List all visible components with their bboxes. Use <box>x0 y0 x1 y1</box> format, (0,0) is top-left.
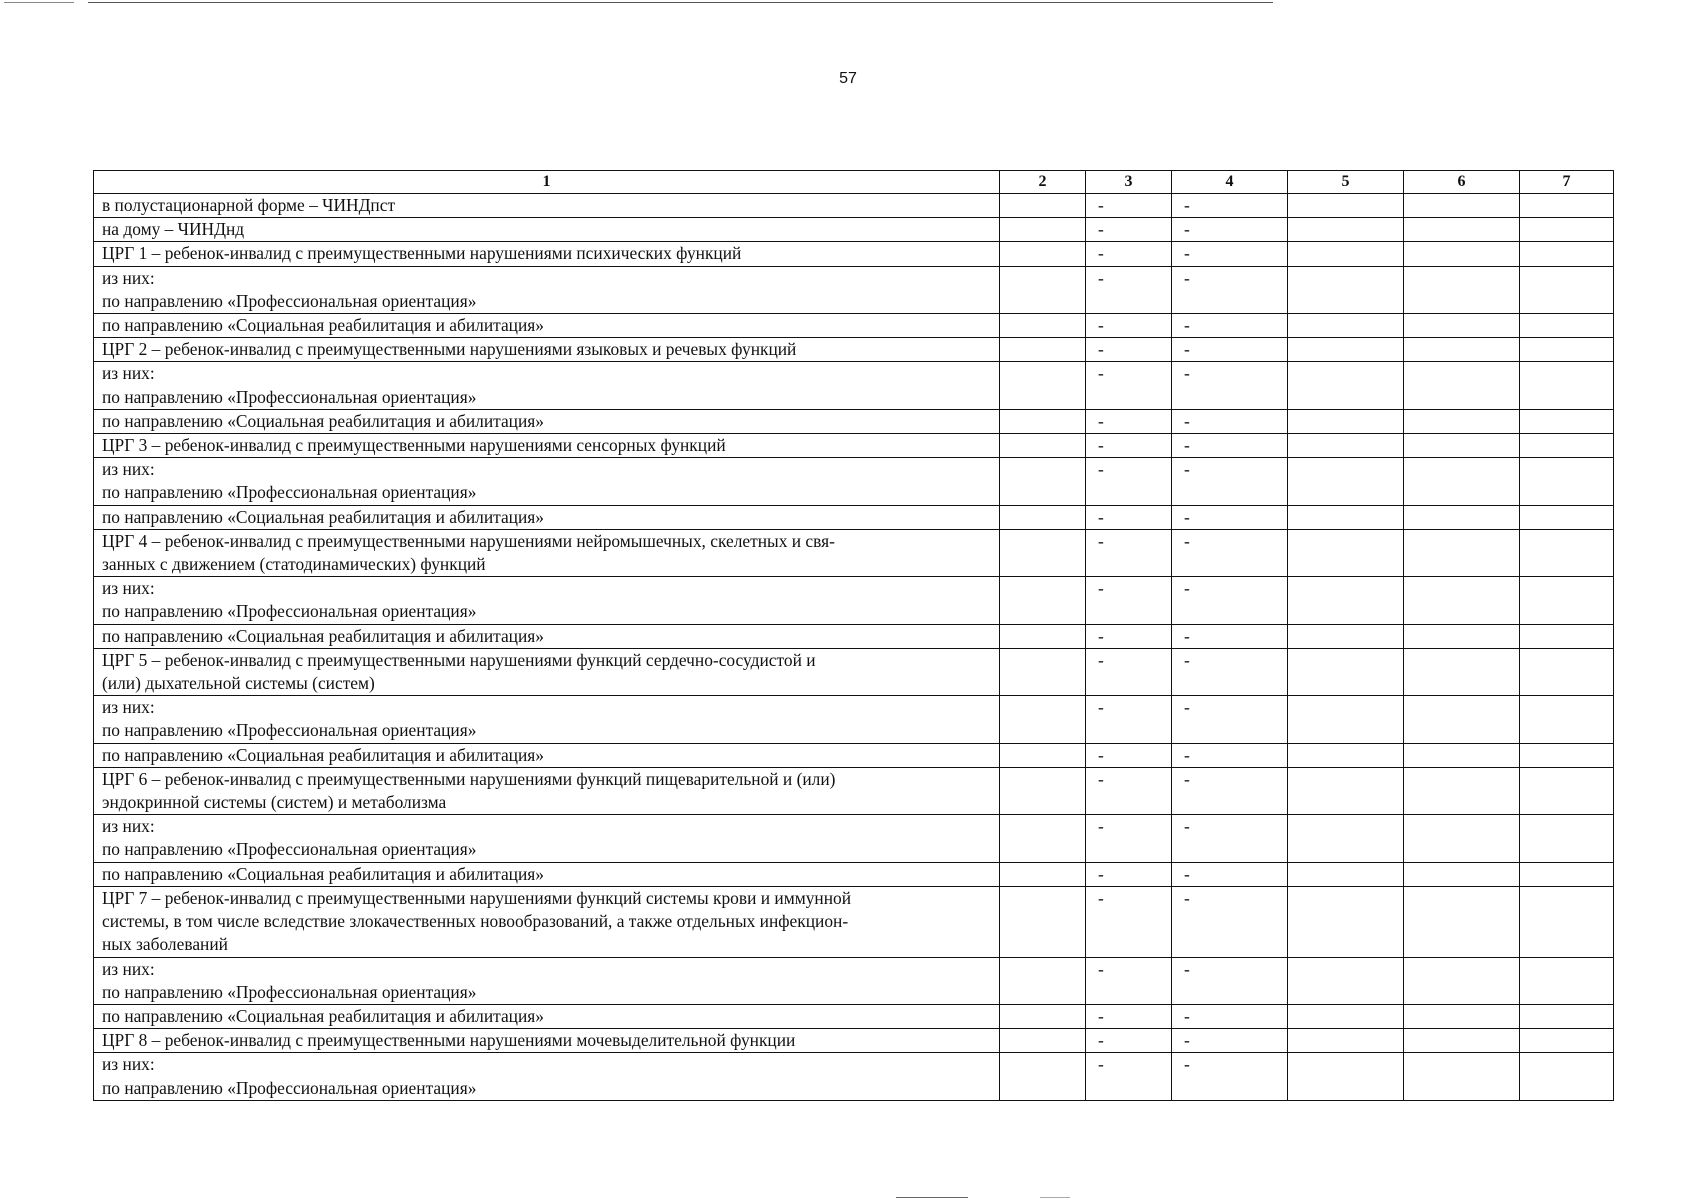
cell-col-5 <box>1288 266 1404 313</box>
cell-col-3: - <box>1086 624 1172 648</box>
row-description-line: по направлению «Социальная реабилитация и абилитация» <box>102 625 544 646</box>
cell-col-7 <box>1520 194 1614 218</box>
column-header-5: 5 <box>1288 171 1404 194</box>
cell-col-3: - <box>1086 886 1172 957</box>
cell-col-3: - <box>1086 815 1172 862</box>
cell-col-5 <box>1288 1004 1404 1028</box>
row-description-line: ЦРГ 7 – ребенок-инвалид с преимущественными нарушениями функций системы крови и иммунной <box>102 887 852 908</box>
cell-col-6 <box>1404 957 1520 1004</box>
cell-col-6 <box>1404 577 1520 624</box>
cell-col-3: - <box>1086 338 1172 362</box>
cell-col-4: - <box>1172 696 1288 743</box>
row-description-line: на дому – ЧИНДнд <box>102 219 245 240</box>
row-description-line: по направлению «Социальная реабилитация и абилитация» <box>102 863 544 884</box>
cell-col-6 <box>1404 648 1520 695</box>
table-row <box>94 434 1614 458</box>
cell-col-2 <box>1000 218 1086 242</box>
cell-col-2 <box>1000 242 1086 266</box>
cell-col-6 <box>1404 458 1520 505</box>
column-number-row <box>94 171 1614 194</box>
column-header-4: 4 <box>1172 171 1288 194</box>
cell-col-2 <box>1000 624 1086 648</box>
table-row <box>94 266 1614 313</box>
row-description <box>94 218 1000 242</box>
column-header-6: 6 <box>1404 171 1520 194</box>
cell-col-2 <box>1000 696 1086 743</box>
row-description-line: ЦРГ 4 – ребенок-инвалид с преимущественными нарушениями нейромышечных, скелетных и свя- <box>102 530 835 551</box>
cell-col-4: - <box>1172 624 1288 648</box>
cell-col-4: - <box>1172 886 1288 957</box>
cell-col-7 <box>1520 314 1614 338</box>
cell-col-5 <box>1288 458 1404 505</box>
row-description <box>94 266 1000 313</box>
table-body <box>94 194 1614 1101</box>
cell-col-3: - <box>1086 218 1172 242</box>
cell-col-6 <box>1404 218 1520 242</box>
row-description <box>94 314 1000 338</box>
cell-col-7 <box>1520 767 1614 814</box>
cell-col-7 <box>1520 577 1614 624</box>
cell-col-4: - <box>1172 743 1288 767</box>
table-row <box>94 886 1614 957</box>
cell-col-4: - <box>1172 1029 1288 1053</box>
cell-col-6 <box>1404 242 1520 266</box>
cell-col-3: - <box>1086 409 1172 433</box>
cell-col-6 <box>1404 529 1520 576</box>
cell-col-5 <box>1288 624 1404 648</box>
row-description <box>94 338 1000 362</box>
table-row <box>94 338 1614 362</box>
table-row <box>94 218 1614 242</box>
cell-col-4: - <box>1172 266 1288 313</box>
cell-col-7 <box>1520 696 1614 743</box>
row-description <box>94 194 1000 218</box>
table-row <box>94 458 1614 505</box>
cell-col-5 <box>1288 529 1404 576</box>
table-row <box>94 767 1614 814</box>
cell-col-2 <box>1000 1004 1086 1028</box>
cell-col-5 <box>1288 409 1404 433</box>
cell-col-7 <box>1520 1029 1614 1053</box>
cell-col-5 <box>1288 505 1404 529</box>
cell-col-5 <box>1288 362 1404 409</box>
row-description-line: по направлению «Социальная реабилитация и абилитация» <box>102 506 544 527</box>
row-description <box>94 362 1000 409</box>
row-description <box>94 577 1000 624</box>
data-table <box>93 170 1614 1101</box>
row-description-line: ЦРГ 5 – ребенок-инвалид с преимущественными нарушениями функций сердечно-сосудистой и <box>102 649 816 670</box>
cell-col-6 <box>1404 1004 1520 1028</box>
row-description <box>94 767 1000 814</box>
cell-col-3: - <box>1086 577 1172 624</box>
cell-col-7 <box>1520 1053 1614 1100</box>
cell-col-4: - <box>1172 1004 1288 1028</box>
row-description-line: из них: <box>102 459 155 480</box>
cell-col-7 <box>1520 529 1614 576</box>
cell-col-7 <box>1520 743 1614 767</box>
cell-col-4: - <box>1172 648 1288 695</box>
row-description-line: из них: <box>102 1054 155 1075</box>
row-description-line: из них: <box>102 267 155 288</box>
page-number: 57 <box>839 70 857 87</box>
cell-col-5 <box>1288 577 1404 624</box>
cell-col-6 <box>1404 696 1520 743</box>
cell-col-3: - <box>1086 266 1172 313</box>
row-description-line: ЦРГ 3 – ребенок-инвалид с преимущественными нарушениями сенсорных функций <box>102 435 726 456</box>
cell-col-6 <box>1404 743 1520 767</box>
cell-col-3: - <box>1086 862 1172 886</box>
table-row <box>94 505 1614 529</box>
row-description-line: по направлению «Профессиональная ориентация» <box>102 720 477 741</box>
cell-col-2 <box>1000 743 1086 767</box>
cell-col-3: - <box>1086 505 1172 529</box>
row-description <box>94 434 1000 458</box>
cell-col-2 <box>1000 529 1086 576</box>
cell-col-2 <box>1000 458 1086 505</box>
cell-col-5 <box>1288 743 1404 767</box>
cell-col-7 <box>1520 409 1614 433</box>
cell-col-3: - <box>1086 362 1172 409</box>
scan-edge-mark <box>4 2 74 3</box>
row-description <box>94 458 1000 505</box>
cell-col-2 <box>1000 409 1086 433</box>
cell-col-7 <box>1520 815 1614 862</box>
cell-col-7 <box>1520 957 1614 1004</box>
cell-col-2 <box>1000 957 1086 1004</box>
cell-col-4: - <box>1172 529 1288 576</box>
cell-col-3: - <box>1086 458 1172 505</box>
cell-col-4: - <box>1172 505 1288 529</box>
cell-col-6 <box>1404 815 1520 862</box>
row-description <box>94 529 1000 576</box>
column-header-1: 1 <box>94 171 1000 194</box>
row-description <box>94 1029 1000 1053</box>
cell-col-3: - <box>1086 529 1172 576</box>
cell-col-6 <box>1404 434 1520 458</box>
cell-col-4: - <box>1172 314 1288 338</box>
row-description-line: по направлению «Профессиональная ориентация» <box>102 1077 477 1098</box>
cell-col-5 <box>1288 648 1404 695</box>
row-description <box>94 862 1000 886</box>
row-description <box>94 242 1000 266</box>
cell-col-7 <box>1520 458 1614 505</box>
row-description <box>94 624 1000 648</box>
cell-col-4: - <box>1172 1053 1288 1100</box>
table-row <box>94 577 1614 624</box>
cell-col-6 <box>1404 362 1520 409</box>
row-description-line: из них: <box>102 697 155 718</box>
row-description <box>94 886 1000 957</box>
cell-col-7 <box>1520 624 1614 648</box>
row-description <box>94 957 1000 1004</box>
row-description <box>94 815 1000 862</box>
row-description-line: из них: <box>102 363 155 384</box>
cell-col-2 <box>1000 886 1086 957</box>
cell-col-2 <box>1000 314 1086 338</box>
cell-col-6 <box>1404 624 1520 648</box>
cell-col-6 <box>1404 505 1520 529</box>
cell-col-4: - <box>1172 218 1288 242</box>
cell-col-7 <box>1520 218 1614 242</box>
row-description-line: по направлению «Социальная реабилитация и абилитация» <box>102 744 544 765</box>
cell-col-3: - <box>1086 648 1172 695</box>
cell-col-4: - <box>1172 409 1288 433</box>
cell-col-7 <box>1520 362 1614 409</box>
row-description-line: эндокринной системы (систем) и метаболизма <box>102 792 447 813</box>
cell-col-5 <box>1288 218 1404 242</box>
cell-col-2 <box>1000 362 1086 409</box>
cell-col-6 <box>1404 1029 1520 1053</box>
table-row <box>94 1004 1614 1028</box>
cell-col-2 <box>1000 815 1086 862</box>
cell-col-3: - <box>1086 194 1172 218</box>
cell-col-2 <box>1000 767 1086 814</box>
column-header-7: 7 <box>1520 171 1614 194</box>
cell-col-4: - <box>1172 194 1288 218</box>
cell-col-7 <box>1520 434 1614 458</box>
table-row <box>94 1053 1614 1100</box>
table-row <box>94 529 1614 576</box>
cell-col-4: - <box>1172 862 1288 886</box>
table-row <box>94 743 1614 767</box>
column-header-2: 2 <box>1000 171 1086 194</box>
row-description <box>94 409 1000 433</box>
cell-col-5 <box>1288 957 1404 1004</box>
cell-col-6 <box>1404 886 1520 957</box>
row-description-line: ЦРГ 6 – ребенок-инвалид с преимущественными нарушениями функций пищеварительной и (или) <box>102 768 836 789</box>
cell-col-5 <box>1288 862 1404 886</box>
cell-col-5 <box>1288 815 1404 862</box>
cell-col-6 <box>1404 1053 1520 1100</box>
table-row <box>94 314 1614 338</box>
row-description-line: ЦРГ 2 – ребенок-инвалид с преимущественными нарушениями языковых и речевых функций <box>102 339 797 360</box>
row-description-line: по направлению «Социальная реабилитация и абилитация» <box>102 315 544 336</box>
cell-col-3: - <box>1086 696 1172 743</box>
cell-col-4: - <box>1172 434 1288 458</box>
row-description <box>94 505 1000 529</box>
scan-edge-line-bottom <box>896 1197 968 1198</box>
cell-col-4: - <box>1172 242 1288 266</box>
row-description-line: по направлению «Профессиональная ориентация» <box>102 482 477 503</box>
table-row <box>94 624 1614 648</box>
row-description <box>94 1004 1000 1028</box>
cell-col-5 <box>1288 886 1404 957</box>
cell-col-3: - <box>1086 957 1172 1004</box>
cell-col-5 <box>1288 242 1404 266</box>
cell-col-2 <box>1000 577 1086 624</box>
row-description-line: по направлению «Профессиональная ориентация» <box>102 981 477 1002</box>
cell-col-5 <box>1288 338 1404 362</box>
cell-col-2 <box>1000 194 1086 218</box>
cell-col-3: - <box>1086 1053 1172 1100</box>
table-row <box>94 696 1614 743</box>
cell-col-3: - <box>1086 314 1172 338</box>
cell-col-5 <box>1288 1029 1404 1053</box>
cell-col-3: - <box>1086 743 1172 767</box>
cell-col-7 <box>1520 242 1614 266</box>
cell-col-7 <box>1520 505 1614 529</box>
row-description-line: по направлению «Профессиональная ориентация» <box>102 386 477 407</box>
cell-col-6 <box>1404 266 1520 313</box>
row-description <box>94 1053 1000 1100</box>
cell-col-2 <box>1000 505 1086 529</box>
row-description-line: ЦРГ 8 – ребенок-инвалид с преимущественными нарушениями мочевыделительной функции <box>102 1030 796 1051</box>
row-description-line: ных заболеваний <box>102 934 228 955</box>
cell-col-7 <box>1520 338 1614 362</box>
scan-edge-line <box>88 2 1273 3</box>
cell-col-4: - <box>1172 815 1288 862</box>
cell-col-2 <box>1000 266 1086 313</box>
cell-col-4: - <box>1172 957 1288 1004</box>
row-description-line: по направлению «Профессиональная ориентация» <box>102 601 477 622</box>
row-description-line: системы, в том числе вследствие злокачественных новообразований, а также отдельных инфекцион- <box>102 911 849 932</box>
cell-col-6 <box>1404 338 1520 362</box>
cell-col-6 <box>1404 409 1520 433</box>
cell-col-7 <box>1520 648 1614 695</box>
cell-col-4: - <box>1172 338 1288 362</box>
table-row <box>94 862 1614 886</box>
cell-col-7 <box>1520 1004 1614 1028</box>
cell-col-3: - <box>1086 767 1172 814</box>
cell-col-4: - <box>1172 458 1288 505</box>
table-row <box>94 957 1614 1004</box>
table-row <box>94 194 1614 218</box>
row-description-line: (или) дыхательной системы (систем) <box>102 673 375 694</box>
cell-col-3: - <box>1086 242 1172 266</box>
cell-col-7 <box>1520 862 1614 886</box>
cell-col-2 <box>1000 648 1086 695</box>
cell-col-5 <box>1288 194 1404 218</box>
row-description-line: занных с движением (статодинамических) функций <box>102 554 486 575</box>
table-row <box>94 1029 1614 1053</box>
cell-col-6 <box>1404 314 1520 338</box>
cell-col-5 <box>1288 434 1404 458</box>
row-description <box>94 696 1000 743</box>
row-description-line: по направлению «Профессиональная ориентация» <box>102 290 477 311</box>
cell-col-2 <box>1000 1029 1086 1053</box>
row-description-line: в полустационарной форме – ЧИНДпст <box>102 195 396 215</box>
cell-col-2 <box>1000 338 1086 362</box>
row-description-line: по направлению «Социальная реабилитация и абилитация» <box>102 410 544 431</box>
table-row <box>94 242 1614 266</box>
cell-col-4: - <box>1172 362 1288 409</box>
cell-col-2 <box>1000 434 1086 458</box>
row-description-line: из них: <box>102 816 155 837</box>
row-description-line: из них: <box>102 578 155 599</box>
cell-col-5 <box>1288 314 1404 338</box>
cell-col-6 <box>1404 767 1520 814</box>
table-row <box>94 815 1614 862</box>
cell-col-3: - <box>1086 1029 1172 1053</box>
row-description <box>94 743 1000 767</box>
cell-col-2 <box>1000 1053 1086 1100</box>
row-description-line: по направлению «Профессиональная ориентация» <box>102 839 477 860</box>
cell-col-3: - <box>1086 434 1172 458</box>
cell-col-3: - <box>1086 1004 1172 1028</box>
row-description-line: ЦРГ 1 – ребенок-инвалид с преимущественными нарушениями психических функций <box>102 243 742 264</box>
scan-edge-mark-bottom <box>1040 1197 1070 1198</box>
cell-col-7 <box>1520 266 1614 313</box>
cell-col-7 <box>1520 886 1614 957</box>
cell-col-5 <box>1288 696 1404 743</box>
cell-col-6 <box>1404 862 1520 886</box>
cell-col-6 <box>1404 194 1520 218</box>
cell-col-5 <box>1288 767 1404 814</box>
cell-col-4: - <box>1172 767 1288 814</box>
cell-col-4: - <box>1172 577 1288 624</box>
row-description-line: из них: <box>102 958 155 979</box>
table-row <box>94 362 1614 409</box>
cell-col-2 <box>1000 862 1086 886</box>
cell-col-5 <box>1288 1053 1404 1100</box>
row-description-line: по направлению «Социальная реабилитация и абилитация» <box>102 1005 544 1026</box>
table-row <box>94 409 1614 433</box>
row-description <box>94 648 1000 695</box>
table-row <box>94 648 1614 695</box>
column-header-3: 3 <box>1086 171 1172 194</box>
